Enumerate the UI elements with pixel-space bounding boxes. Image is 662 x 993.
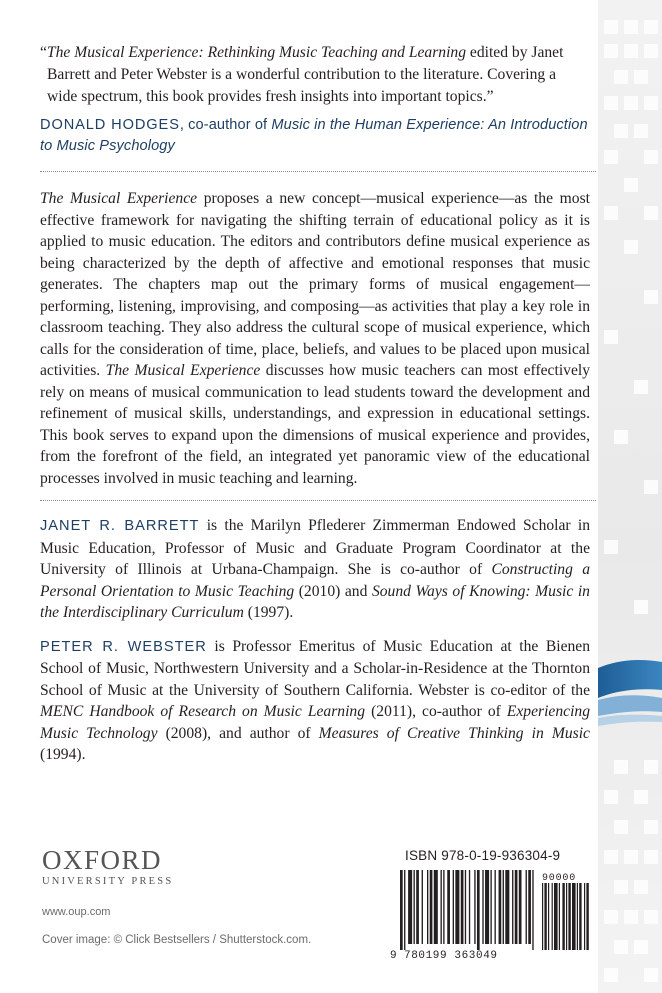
- barcode-bar: [427, 870, 428, 944]
- editor-name: JANET R. BARRETT: [40, 518, 200, 534]
- description-title: The Musical Experience: [40, 190, 198, 207]
- description-text: proposes a new concept—musical experience—as the most effective framework for navigating the shifting terrain of educational policy as it is applied to music education. The editors and contributors define musical experience as being characterized by the depth of affective and emotional responses that music generates. The chapters map out the primary forms of musical engagement—performing, listening, improvising, and composing—as activities that play a key role in classroom teaching. They also address the cultural scope of musical experience, which calls for the consideration of time, place, beliefs, and values to be placed upon musical activities.: [40, 190, 590, 379]
- barcode-bar: [482, 870, 483, 944]
- oxford-wordmark: OXFORD: [42, 845, 163, 875]
- university-press-wordmark: UNIVERSITY PRESS: [42, 876, 174, 887]
- barcode-bar: [453, 870, 454, 944]
- barcode-addon-bar: [568, 883, 570, 950]
- barcode-bar: [434, 870, 438, 944]
- editor-name: PETER R. WEBSTER: [40, 638, 207, 655]
- bio-text: (1997).: [243, 604, 294, 621]
- isbn-barcode: [390, 870, 590, 960]
- barcode-bar: [443, 870, 444, 944]
- bio-book-title: Constructing a Personal Orientation to Music Teaching: [40, 561, 591, 600]
- barcode-price-code: 90000: [542, 873, 577, 884]
- endorser-role: , co-author of: [179, 117, 272, 133]
- decorative-side-strip: [598, 0, 662, 993]
- barcode-addon-bar: [566, 883, 567, 950]
- description-text: discusses how music teachers can most effectively rely on means of musical communication to lead students toward the development and refinement of musical skills, understandings, and expression in educational settings. This book serves to expand upon the dimensions of musical experience and provides, from the forefront of the field, an integrated yet panoramic view of the educational processes involved in music teaching and learning.: [40, 362, 590, 487]
- barcode-addon-bar: [577, 883, 578, 950]
- description-title: The Musical Experience: [105, 362, 261, 379]
- barcode-bar: [490, 870, 491, 944]
- barcode-bar: [455, 870, 459, 944]
- bio-text: (2010) and: [294, 582, 372, 600]
- quote-text: edited by Janet Barrett and Peter Webster is a wonderful contribution to the literature. Covering a wide spectrum, this book provides fresh insights into important topics.”: [47, 44, 564, 105]
- barcode-bar: [499, 870, 502, 944]
- barcode-bar: [422, 870, 423, 944]
- barcode-bar: [505, 870, 509, 944]
- bio-text: is Professor Emeritus of Music Education at the Bienen School of Music, Northwestern University and a Scholar-in-Residence at the Thornton School of Music at the University of Southern California. Webster is co-editor of the: [40, 637, 591, 699]
- barcode-bar: [430, 870, 433, 944]
- dotted-divider: [40, 500, 596, 501]
- barcode-addon-bar: [579, 883, 581, 950]
- isbn-label: ISBN 978-0-19-936304-9: [405, 848, 561, 863]
- barcode-bar: [526, 870, 527, 944]
- editor-bio-webster: [40, 636, 590, 766]
- barcode-addon-bar: [552, 883, 553, 950]
- barcode-addon-bar: [554, 883, 558, 950]
- endorsement-quote: [40, 42, 590, 108]
- barcode-digits: 780199 363049: [404, 950, 498, 960]
- open-quote-mark: “: [40, 44, 47, 61]
- bio-text: is the Marilyn Pflederer Zimmerman Endowed Scholar in Music Education, Professor of Music and Graduate Program Coordinator at the University of Illinois at Urbana-Champaign. She is co-author of: [40, 517, 590, 578]
- bio-book-title: Sound Ways of Knowing: Music in the Interdisciplinary Curriculum: [40, 582, 590, 621]
- endorser-work: Music in the Human Experience: An Introduction to Music Psychology: [40, 117, 588, 154]
- bio-book-title: Measures of Creative Thinking in Music: [318, 724, 590, 742]
- barcode-bar: [414, 870, 415, 944]
- dotted-divider: [40, 171, 596, 172]
- bio-book-title: MENC Handbook of Research on Music Learning: [40, 703, 366, 720]
- main-text: [40, 42, 590, 766]
- barcode-bar: [495, 870, 496, 944]
- barcode-bar: [532, 870, 533, 950]
- bio-book-title: Experiencing Music Technology: [40, 703, 590, 742]
- barcode-bar: [485, 870, 489, 944]
- barcode-addon-bar: [572, 883, 576, 950]
- bio-text: (1994).: [40, 746, 86, 763]
- barcode-bar: [404, 870, 405, 950]
- endorser-name: DONALD HODGES: [40, 117, 180, 133]
- barcode-bar: [416, 870, 419, 944]
- endorsement-attribution: [40, 115, 590, 157]
- barcode-bar: [461, 870, 464, 944]
- bio-text: (2008), and author of: [157, 724, 319, 742]
- barcode-bar: [503, 870, 504, 944]
- barcode-addon-bar: [584, 883, 585, 950]
- barcode-addon-bar: [559, 883, 560, 950]
- barcode-bar: [400, 870, 403, 950]
- barcode-lead-digit: 9: [390, 950, 397, 960]
- barcode-bar: [441, 870, 442, 944]
- quote-book-title: The Musical Experience: Rethinking Music Teaching and Learning: [46, 44, 466, 61]
- barcode-addon-bar: [562, 883, 564, 950]
- barcode-bar: [469, 870, 470, 944]
- barcode-bar: [408, 870, 412, 944]
- barcode-addon-bar: [544, 883, 546, 950]
- barcode-bar: [512, 870, 513, 944]
- barcode-bar: [515, 870, 518, 944]
- barcode-bar: [477, 870, 480, 950]
- cover-image-credit: Cover image: © Click Bestsellers / Shutterstock.com.: [42, 934, 312, 946]
- barcode-addon-bar: [542, 883, 543, 950]
- barcode-bar: [474, 870, 475, 944]
- barcode-bar: [447, 870, 450, 944]
- barcode-addon-bar: [586, 883, 588, 950]
- publisher-url: www.oup.com: [42, 906, 111, 918]
- bio-text: (2011), co-author of: [365, 703, 507, 720]
- barcode-bar: [519, 870, 522, 944]
- publisher-logo: [42, 846, 262, 887]
- barcode-bar: [465, 870, 466, 944]
- editor-bio-barrett: [40, 515, 590, 624]
- barcode-addon-bar: [548, 883, 549, 950]
- barcode-bar: [528, 870, 531, 944]
- book-description: [40, 188, 590, 489]
